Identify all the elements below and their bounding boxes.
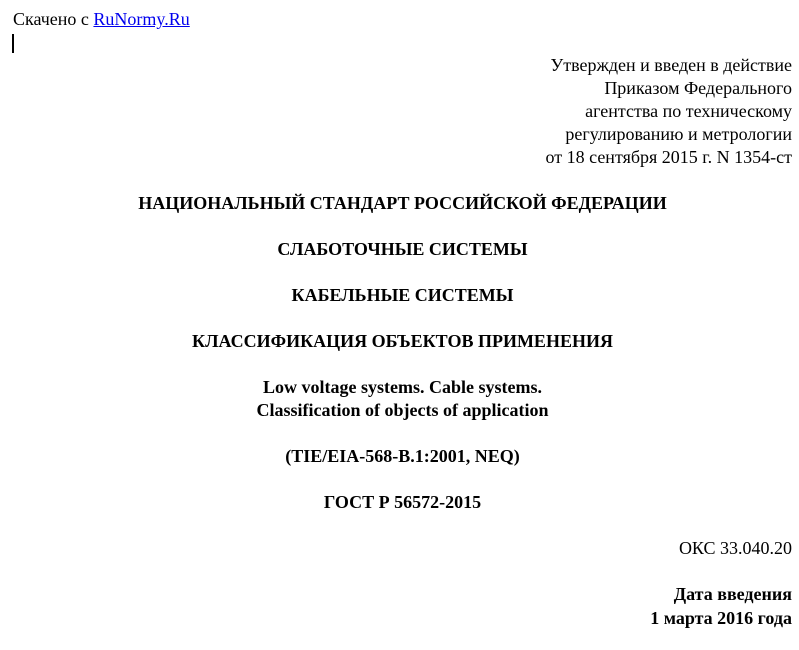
standard-type-text: НАЦИОНАЛЬНЫЙ СТАНДАРТ РОССИЙСКОЙ ФЕДЕРАЦИИ: [138, 193, 667, 213]
approval-line: от 18 сентября 2015 г. N 1354-ст: [545, 147, 792, 167]
title-heading-3: [0, 330, 799, 353]
approval-line: Приказом Федерального: [604, 78, 792, 98]
english-title-line-2: Classification of objects of application: [256, 400, 549, 420]
approval-line: агентства по техническому: [585, 101, 792, 121]
english-title-line-1: Low voltage systems. Cable systems.: [263, 377, 542, 397]
title-text-3: КЛАССИФИКАЦИЯ ОБЪЕКТОВ ПРИМЕНЕНИЯ: [192, 331, 613, 351]
title-heading-2: [0, 284, 799, 307]
source-link[interactable]: RuNormy.Ru: [93, 9, 190, 29]
source-prefix: Скачено с: [13, 9, 94, 29]
gost-number-heading: [0, 491, 799, 514]
approval-line: регулированию и метрологии: [565, 124, 792, 144]
gost-number-text: ГОСТ Р 56572-2015: [323, 492, 482, 512]
approval-line: Утвержден и введен в действие: [550, 55, 792, 75]
source-line: [13, 8, 190, 31]
title-text-1: СЛАБОТОЧНЫЕ СИСТЕМЫ: [277, 239, 528, 259]
standard-type-heading: [0, 192, 799, 215]
introduction-label: Дата введения: [673, 584, 792, 604]
approval-block: [545, 54, 792, 169]
reference-heading: [0, 445, 799, 468]
introduction-date-block: [650, 583, 792, 631]
introduction-date: 1 марта 2016 года: [650, 608, 792, 628]
english-title: [0, 376, 799, 422]
reference-text: (TIE/EIA-568-B.1:2001, NEQ): [285, 446, 520, 466]
text-cursor: [12, 34, 14, 53]
oks-code: ОКС 33.040.20: [678, 538, 792, 558]
title-text-2: КАБЕЛЬНЫЕ СИСТЕМЫ: [291, 285, 514, 305]
title-heading-1: [0, 238, 799, 261]
